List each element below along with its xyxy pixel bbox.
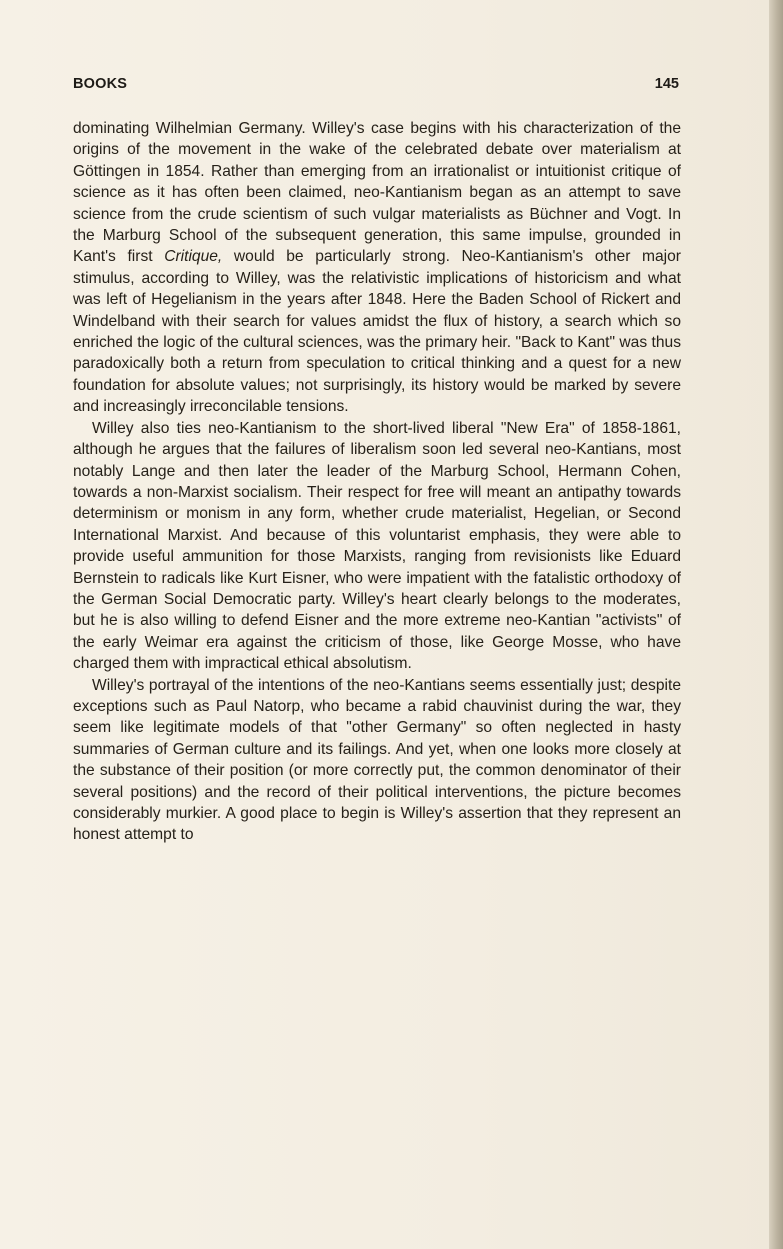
body-text — [73, 118, 681, 846]
page-gutter-shadow — [769, 0, 783, 1249]
paragraph-1-text-a: dominating Wilhelmian Germany. Willey's case begins with his characterization of the origins of the movement in the wake of the celebrated debate over materialism at Göttingen in 1854. Rather than emerging from an irrationalist or intuitionist critique of science as it has often been claimed, neo-Kantianism began as an attempt to save science from the crude scientism of such vulgar materialists as Büchner and Vogt. In the Marburg School of the subsequent generation, this same impulse, grounded in Kant's first — [73, 120, 681, 266]
paragraph-3: Willey's portrayal of the intentions of the neo-Kantians seems essentially just; despite exceptions such as Paul Natorp, who became a rabid chauvinist during the war, they seem like legitimate models of that "other Germany" so often neglected in hasty summaries of German culture and its failings. And yet, when one looks more closely at the substance of their position (or more correctly put, the common denominator of their several positions) and the record of their political interventions, the picture becomes considerably murkier. A good place to begin is Willey's assertion that they represent an honest attempt to — [73, 676, 681, 844]
paragraph-1 — [73, 118, 681, 418]
paragraph-2: Willey also ties neo-Kantianism to the short-lived liberal "New Era" of 1858-1861, although he argues that the failures of liberalism soon led several neo-Kantians, most notably Lange and then later the leader of the Marburg School, Hermann Cohen, towards a non-Marxist socialism. Their respect for free will meant an antipathy towards determinism or monism in any form, whether crude materialist, Hegelian, or Second International Marxist. And because of this voluntarist emphasis, they were able to provide useful ammunition for those Marxists, ranging from revisionists like Eduard Bernstein to radicals like Kurt Eisner, who were impatient with the fatalistic orthodoxy of the German Social Democratic party. Willey's heart clearly belongs to the moderates, but he is also willing to defend Eisner and the more extreme neo-Kantian "activists" of the early Weimar era against the criticism of those, like George Mosse, who have charged them with impractical ethical absolutism. — [73, 419, 681, 673]
page-number: 145 — [654, 76, 679, 92]
running-head — [73, 76, 679, 96]
book-title-critique: Critique, — [164, 248, 223, 266]
paragraph-1-text-b: would be particularly strong. Neo-Kantianism's other major stimulus, according to Willey, was the relativistic implications of historicism and what was left of Hegelianism in the years after 1848. Here the Baden School of Rickert and Windelband with their search for values amidst the flux of history, a search which so enriched the logic of the cultural sciences, was the primary heir. "Back to Kant" was thus paradoxically both a return from speculation to critical thinking and a quest for a new foundation for absolute values; not surprisingly, its history would be marked by severe and increasingly irreconcilable tensions. — [73, 248, 681, 416]
section-title: BOOKS — [73, 76, 128, 92]
